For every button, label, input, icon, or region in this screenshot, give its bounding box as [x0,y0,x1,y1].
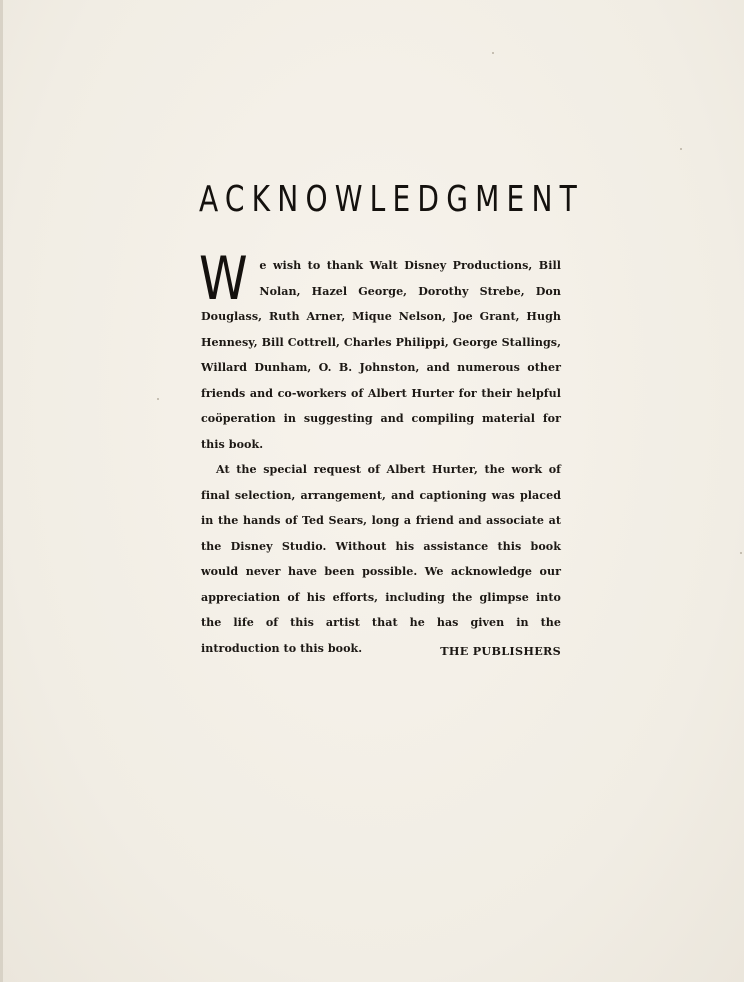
drop-cap: W [199,244,248,314]
paper-speck [157,398,159,400]
page-edge [0,0,3,982]
paragraph-1 [199,244,561,457]
paragraph-2: At the special request of Albert Hurter, the work of final selection, arrangement, and captioning was placed in the hands of Ted Sears, long a friend and associate at the Disney Studio. Without his assistance this book would never have been possible. We acknowledge our appreciation of his efforts, including the glimpse into the life of this artist that he has given in the introduction to this book. [201,463,561,655]
paragraph-1-text: e wish to thank Walt Disney Productions, Bill Nolan, Hazel George, Dorothy Strebe, Don Douglass, Ruth Arner, Mique Nelson, Joe Grant, Hugh Hennesy, Bill Cottrell, Charles Philippi, George Stallings, Willard Dunham, O. B. Johnston, and numerous other friends and co-workers of Albert Hurter for their helpful coöperation in suggesting and compiling material for this book. [201,259,561,451]
signature: THE PUBLISHERS [440,644,561,658]
acknowledgment-body [199,244,561,661]
page-title: ACKNOWLEDGMENT [199,179,584,220]
paper-speck [680,148,682,150]
paper-speck [492,52,494,54]
paper-speck [740,552,742,554]
